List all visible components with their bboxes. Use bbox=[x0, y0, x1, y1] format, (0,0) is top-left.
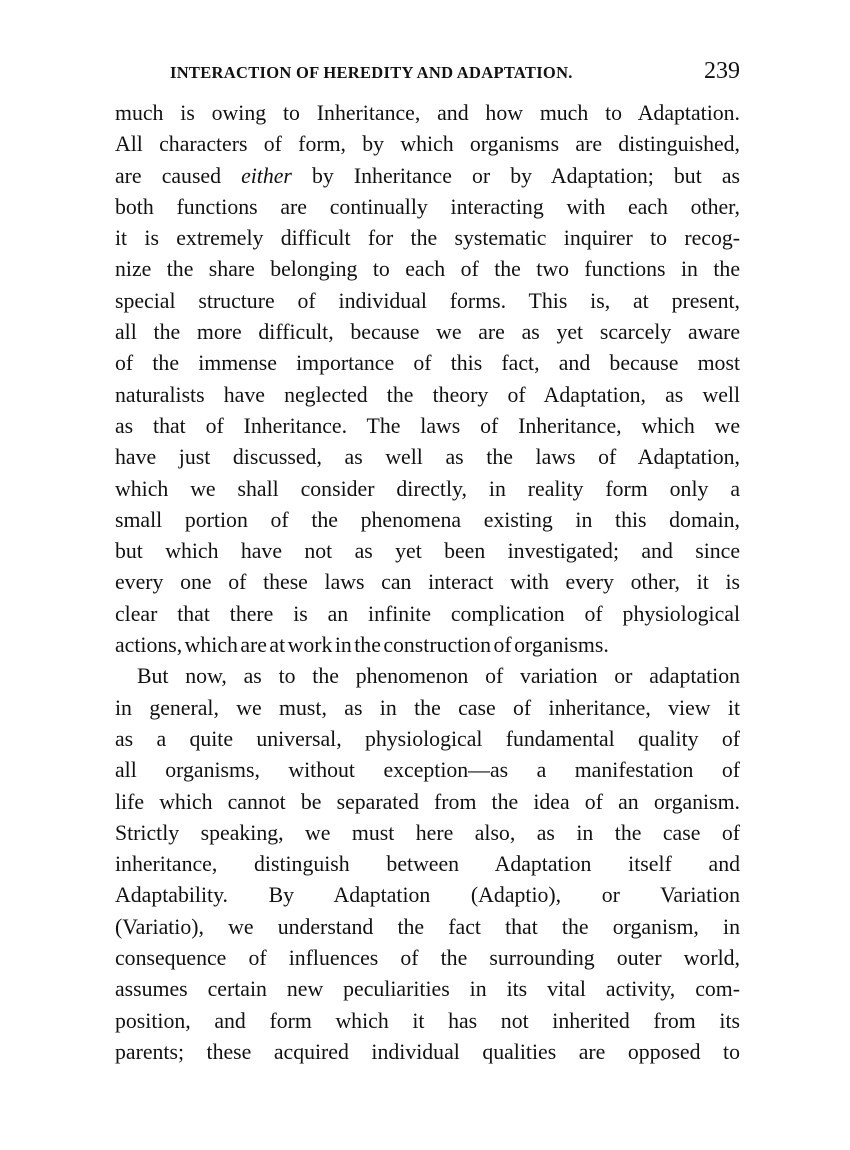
text-line: But now, as to the phenomenon of variation or adaptation bbox=[137, 664, 740, 689]
text-segment: by Inheritance or by Adaptation; but as bbox=[291, 163, 740, 188]
text-line: of the immense importance of this fact, and because most bbox=[115, 351, 740, 376]
text-line: have just discussed, as well as the laws of Adaptation, bbox=[115, 445, 740, 470]
text-line: inheritance, distinguish between Adaptation itself and bbox=[115, 852, 740, 877]
text-line: naturalists have neglected the theory of Adaptation, as well bbox=[115, 382, 740, 407]
text-line: All characters of form, by which organisms are distinguished, bbox=[115, 132, 740, 157]
text-line: it is extremely difficult for the systematic inquirer to recog- bbox=[115, 226, 740, 251]
book-page bbox=[115, 58, 740, 1068]
paragraph-2 bbox=[115, 661, 740, 1068]
text-line: all organisms, without exception—as a manifestation of bbox=[115, 758, 740, 783]
text-line: every one of these laws can interact with every other, it is bbox=[115, 570, 740, 595]
emphasized-word: either bbox=[241, 163, 292, 188]
text-line: both functions are continually interacting with each other, bbox=[115, 194, 740, 219]
running-title: INTERACTION OF HEREDITY AND ADAPTATION. bbox=[170, 63, 573, 82]
text-segment: are caused bbox=[115, 163, 242, 188]
text-line: (Variatio), we understand the fact that the organism, in bbox=[115, 914, 740, 939]
text-line: consequence of influences of the surrounding outer world, bbox=[115, 946, 740, 971]
text-line: which we shall consider directly, in reality form only a bbox=[115, 476, 740, 501]
running-header bbox=[115, 58, 740, 88]
text-line bbox=[115, 161, 740, 192]
text-line: much is owing to Inheritance, and how much to Adaptation. bbox=[115, 101, 740, 125]
body-text bbox=[115, 98, 740, 1068]
text-line: parents; these acquired individual qualities are opposed to bbox=[115, 1039, 740, 1064]
text-line: small portion of the phenomena existing in this domain, bbox=[115, 507, 740, 532]
page-number: 239 bbox=[704, 58, 740, 84]
text-line: position, and form which it has not inherited from its bbox=[115, 1008, 740, 1033]
text-line: clear that there is an infinite complication of physiological bbox=[115, 601, 740, 626]
text-line: Adaptability. By Adaptation (Adaptio), or Variation bbox=[115, 883, 740, 908]
text-line: but which have not as yet been investigated; and since bbox=[115, 539, 740, 564]
text-line: nize the share belonging to each of the two functions in the bbox=[115, 257, 740, 282]
text-line: life which cannot be separated from the idea of an organism. bbox=[115, 789, 740, 814]
text-line: as that of Inheritance. The laws of Inheritance, which we bbox=[115, 413, 740, 438]
text-line: special structure of individual forms. This is, at present, bbox=[115, 288, 740, 313]
paragraph-1 bbox=[115, 98, 740, 661]
text-line: all the more difficult, because we are as yet scarcely aware bbox=[115, 320, 740, 345]
text-line: assumes certain new peculiarities in its vital activity, com- bbox=[115, 977, 740, 1002]
text-line: actions, which are at work in the construction of organisms. bbox=[115, 633, 609, 658]
text-line: in general, we must, as in the case of inheritance, view it bbox=[115, 695, 740, 720]
text-line: as a quite universal, physiological fundamental quality of bbox=[115, 726, 740, 751]
text-line: Strictly speaking, we must here also, as in the case of bbox=[115, 820, 740, 845]
